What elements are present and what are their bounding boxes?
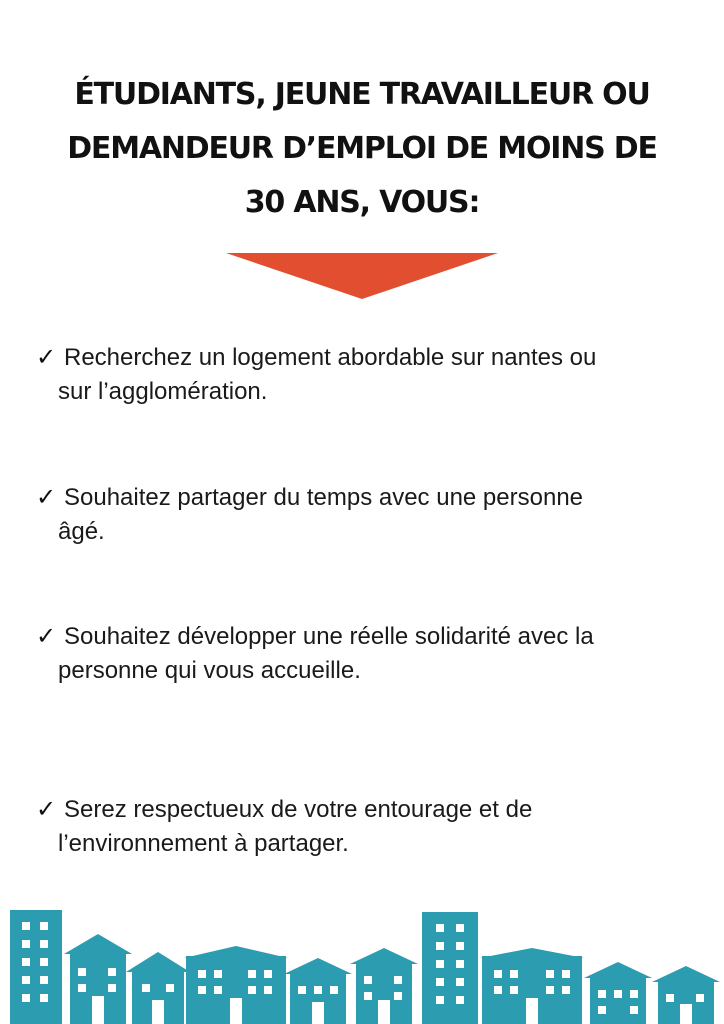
list-item-text: Souhaitez développer une réelle solidarité avec la [64, 623, 594, 650]
title-line-3: 30 ANS, VOUS: [244, 185, 480, 220]
city-skyline-icon [0, 900, 724, 1024]
title-line-1: ÉTUDIANTS, JEUNE TRAVAILLEUR OU [74, 77, 650, 112]
list-item-text-continued: sur l’agglomération. [58, 378, 268, 405]
list-item-solidarity [36, 619, 696, 688]
list-item-text: Serez respectueux de votre entourage et de [64, 796, 533, 823]
checkmark-icon: ✓ [36, 343, 57, 371]
list-item-time-sharing [36, 480, 696, 549]
list-item-text-continued: personne qui vous accueille. [58, 657, 361, 684]
title-line-2: DEMANDEUR D’EMPLOI DE MOINS DE [67, 131, 657, 166]
list-item-housing [36, 340, 696, 409]
checkmark-icon: ✓ [36, 622, 57, 650]
checkmark-icon: ✓ [36, 483, 57, 511]
list-item-text-continued: l’environnement à partager. [58, 830, 349, 857]
checkmark-icon: ✓ [36, 795, 57, 823]
down-arrow-icon [226, 253, 498, 299]
list-item-text: Recherchez un logement abordable sur nantes ou [64, 344, 597, 371]
page-title [20, 68, 704, 230]
list-item-text: Souhaitez partager du temps avec une personne [64, 484, 584, 511]
list-item-text-continued: âgé. [58, 518, 105, 545]
list-item-respect [36, 792, 696, 861]
